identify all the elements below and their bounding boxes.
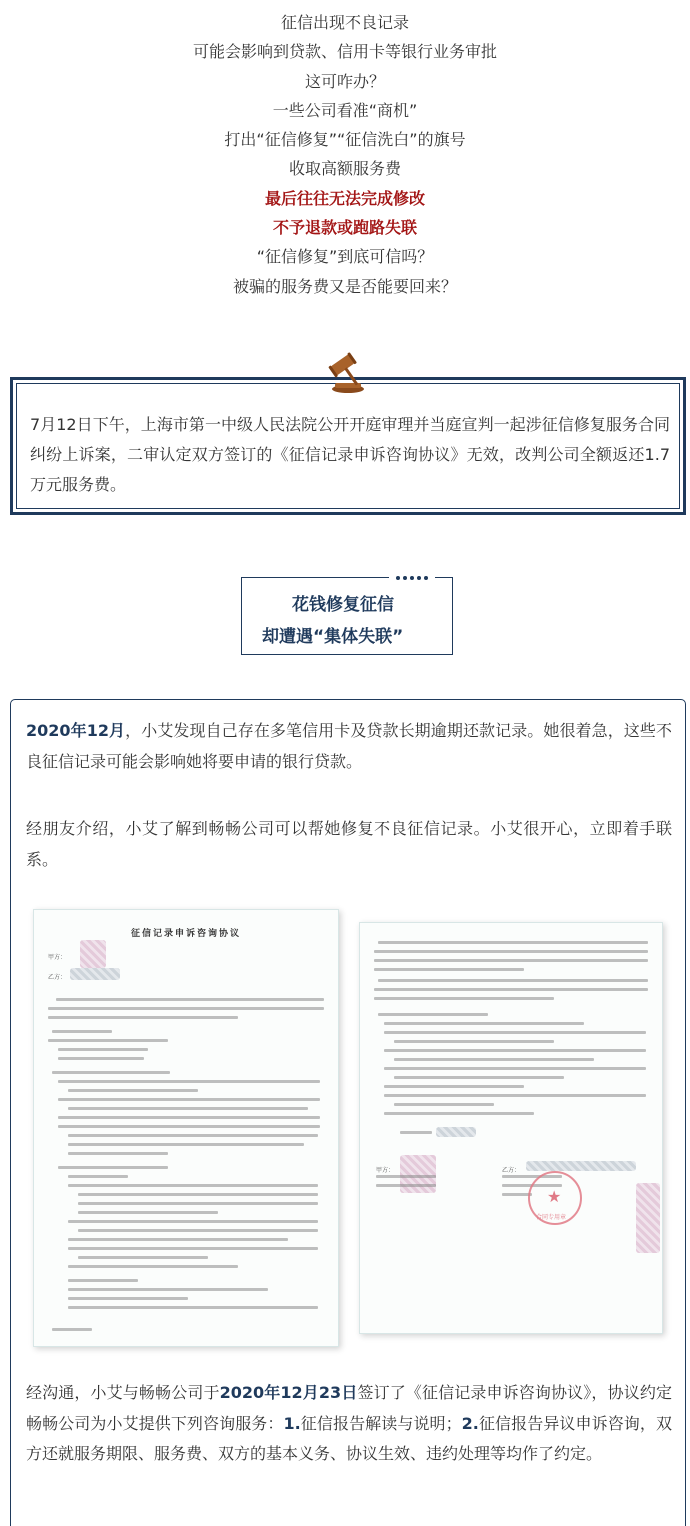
intro-line: 这可咋办？: [304, 71, 385, 91]
story-date: 2020年12月: [26, 721, 126, 740]
party-a-label: 甲方：: [48, 954, 67, 961]
section-title-box: [241, 577, 453, 655]
signature-party-a: 甲方：: [376, 1167, 395, 1174]
intro-line: 被骗的服务费又是否能要回来？: [232, 276, 457, 296]
redacted-seal-edge: [636, 1183, 660, 1253]
story-date: 2020年12月23日: [219, 1383, 358, 1402]
story-box: [10, 699, 686, 1526]
contract-page-2-image: [359, 922, 663, 1334]
party-b-label: 乙方：: [48, 974, 67, 981]
intro-line: 征信出现不良记录: [280, 13, 409, 32]
seal-star-icon: ★: [547, 1187, 562, 1206]
verdict-text: 7月12日下午，上海市第一中级人民法院公开开庭审理并当庭宣判一起涉征信修复服务合同纠纷上诉案，二审认定双方签订的《征信记录申诉咨询协议》无效，改判公司全额返还1.7万元服务费。: [30, 415, 670, 494]
contract-title: 征信记录申诉咨询协议: [130, 929, 241, 939]
gavel-icon: [320, 350, 376, 394]
intro-text: [0, 8, 690, 301]
intro-line: 打出“征信修复”“征信洗白”的旗号: [224, 130, 466, 150]
intro-line: 收取高额服务费: [288, 159, 401, 179]
section-title-line-1: 花钱修复征信: [292, 595, 394, 615]
story-text: ，小艾发现自己存在多笔信用卡及贷款长期逾期还款记录。她很着急，这些不良征信记录可能会影响她将要申请的银行贷款。: [26, 721, 672, 771]
intro-line: “征信修复”到底可信吗？: [256, 247, 434, 267]
redacted-signature: [400, 1155, 436, 1193]
story-paragraph-2: 经朋友介绍，小艾了解到畅畅公司可以帮她修复不良征信记录。小艾很开心，立即着手联系。: [26, 819, 672, 869]
section-title-line-2: 却遭遇“集体失联”: [262, 627, 404, 647]
story-paragraph-3: 经沟通，小艾与畅畅公司于2020年12月23日签订了《征信记录申诉咨询协议》，协议约定畅畅公司为小艾提供下列咨询服务：1.征信报告解读与说明；2.征信报告异议申诉咨询，双方还就服务期限、服务费、双方的基本义务、协议生效、违约处理等均作了约定。: [26, 1383, 672, 1463]
redacted-name: [80, 940, 106, 968]
redacted-date: [436, 1127, 476, 1137]
intro-line: 可能会影响到贷款、信用卡等银行业务审批: [192, 42, 497, 62]
dots-decoration: [389, 572, 435, 584]
verdict-box: [10, 377, 686, 515]
intro-line: 一些公司看准“商机”: [272, 100, 418, 120]
story-paragraph-1: [26, 716, 672, 777]
signature-party-b: 乙方：: [502, 1167, 521, 1174]
redacted-name: [70, 968, 120, 980]
intro-line-highlight: 不予退款或跑路失联: [272, 218, 417, 238]
redacted-company: [526, 1161, 636, 1171]
intro-line-highlight: 最后往往无法完成修改: [264, 188, 425, 208]
contract-page-1-image: [33, 909, 339, 1347]
seal-text: 合同专用章: [536, 1214, 567, 1221]
